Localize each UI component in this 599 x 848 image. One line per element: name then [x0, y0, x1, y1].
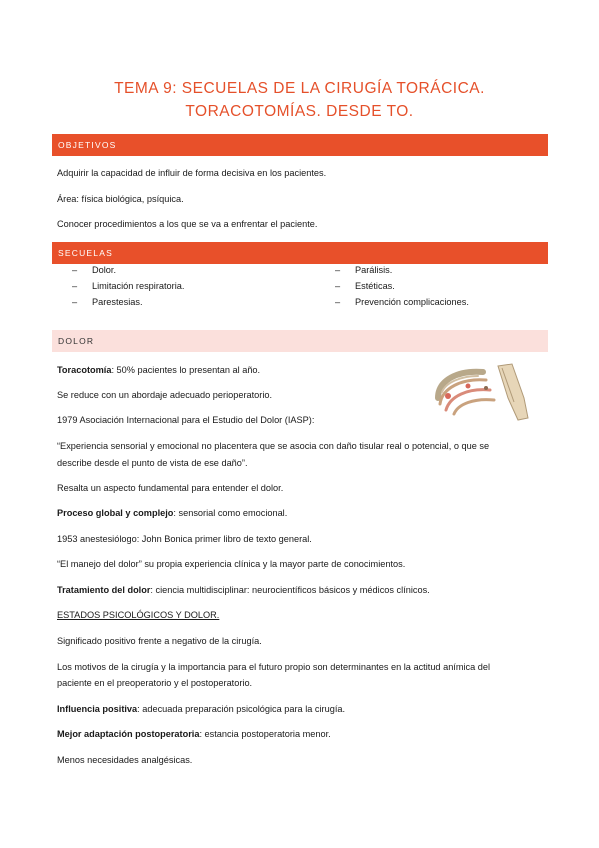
dolor-paragraph-11-line-1: Los motivos de la cirugía y la importancia para el futuro propio son determinantes en la actitud anímica del: [57, 662, 491, 672]
secuelas-item-left-2: – Limitación respiratoria.: [72, 281, 185, 291]
secuelas-item-right-2: – Estéticas.: [335, 281, 395, 291]
section-header-secuelas: SECUELAS: [52, 242, 548, 264]
dolor-paragraph-12: Influencia positiva: adecuada preparación psicológica para la cirugía.: [57, 704, 346, 714]
dolor-quote-line-1: “Experiencia sensorial y emocional no placentera que se asocia con daño tisular real o potencial, o que se: [57, 441, 490, 451]
dolor-paragraph-9: Tratamiento del dolor: ciencia multidisciplinar: neurocientíficos básicos y médicos clínicos.: [57, 585, 430, 595]
secuelas-item-right-1: – Parálisis.: [335, 265, 393, 275]
subheading-estados-psicologicos: ESTADOS PSICOLÓGICOS Y DOLOR.: [57, 610, 220, 620]
dolor-paragraph-2: Se reduce con un abordaje adecuado perioperatorio.: [57, 390, 273, 400]
dolor-paragraph-3: 1979 Asociación Internacional para el Estudio del Dolor (IASP):: [57, 415, 315, 425]
dolor-paragraph-10: Significado positivo frente a negativo de la cirugía.: [57, 636, 262, 646]
section-header-objetivos: OBJETIVOS: [52, 134, 548, 156]
page-title-line-2: TORACOTOMÍAS. DESDE TO.: [185, 103, 414, 120]
secuelas-item-left-3: – Parestesias.: [72, 297, 143, 307]
secuelas-item-left-1: – Dolor.: [72, 265, 116, 275]
page-title-line-1: TEMA 9: SECUELAS DE LA CIRUGÍA TORÁCICA.: [114, 80, 485, 97]
secuelas-item-right-3: – Prevención complicaciones.: [335, 297, 469, 307]
dolor-paragraph-13: Mejor adaptación postoperatoria: estancia postoperatoria menor.: [57, 729, 331, 739]
dolor-paragraph-14: Menos necesidades analgésicas.: [57, 755, 193, 765]
dolor-paragraph-1: Toracotomía: 50% pacientes lo presentan al año.: [57, 365, 261, 375]
dolor-paragraph-11-line-2: paciente en el preoperatorio y el postoperatorio.: [57, 678, 253, 688]
section-header-dolor: DOLOR: [52, 330, 548, 352]
dolor-paragraph-6: Proceso global y complejo: sensorial como emocional.: [57, 508, 288, 518]
objetivos-paragraph-2: Área: física biológica, psíquica.: [57, 194, 184, 204]
dolor-paragraph-8: “El manejo del dolor” su propia experiencia clínica y la mayor parte de conocimientos.: [57, 559, 406, 569]
dolor-quote-line-2: describe desde el punto de vista de ese daño”.: [57, 458, 248, 468]
dolor-paragraph-5: Resalta un aspecto fundamental para entender el dolor.: [57, 483, 284, 493]
dolor-paragraph-7: 1953 anestesiólogo: John Bonica primer libro de texto general.: [57, 534, 312, 544]
objetivos-paragraph-3: Conocer procedimientos a los que se va a enfrentar el paciente.: [57, 219, 318, 229]
objetivos-paragraph-1: Adquirir la capacidad de influir de forma decisiva en los pacientes.: [57, 168, 327, 178]
